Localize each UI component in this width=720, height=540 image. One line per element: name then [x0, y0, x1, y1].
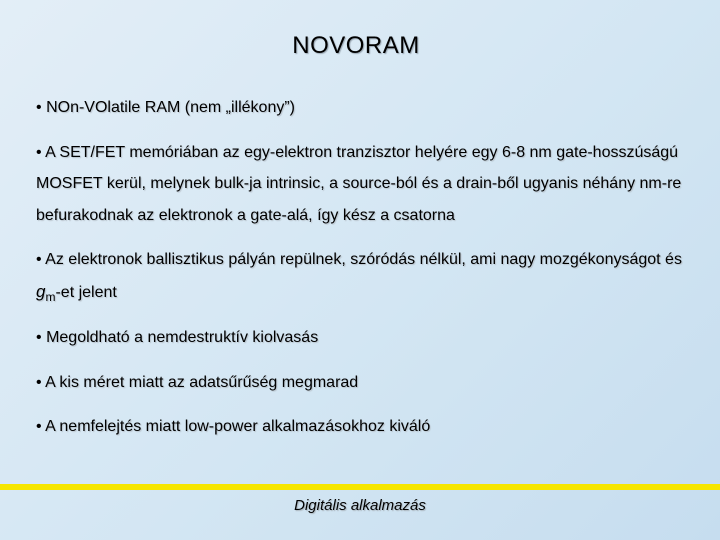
bullet-text-part: Az elektronok ballisztikus pályán repülnek, szóródás nélkül, ami nagy mozgékonyságot és [45, 251, 682, 268]
bullet-text: A nemfelejtés miatt low-power alkalmazásokhoz kiváló [45, 418, 431, 435]
bullet-item [36, 137, 696, 232]
bullet-item [36, 322, 696, 354]
footer-text: Digitális alkalmazás [294, 497, 426, 514]
bullet-symbol: • [36, 373, 42, 391]
bullet-text: A kis méret miatt az adatsűrűség megmarad [45, 373, 359, 391]
bullet-text: A SET/FET memóriában az egy-elektron tranzisztor helyére egy 6-8 nm gate-hosszúságú MOSFET kerül, melynek bulk-ja intrinsic, a source-ból és a drain-ből ugyanis néhány nm-re befurakodnak az elektronok a gate-alá, így kész a csatorna [36, 143, 682, 224]
bullet-list [36, 92, 696, 456]
footer-divider [0, 484, 720, 490]
bullet-item [36, 244, 696, 309]
bullet-text-part: -et jelent [55, 283, 117, 301]
bullet-symbol: • [36, 251, 42, 268]
bullet-item [36, 411, 696, 443]
bullet-symbol: • [36, 329, 42, 346]
slide-title: NOVORAM [292, 32, 420, 59]
bullet-item [36, 367, 696, 399]
gm-variable: g [36, 281, 46, 301]
bullet-text [36, 251, 682, 304]
bullet-symbol: • [36, 143, 42, 161]
gm-subscript: m [45, 289, 56, 304]
bullet-item [36, 92, 696, 124]
bullet-symbol: • [36, 99, 42, 116]
bullet-text: NOn-VOlatile RAM (nem „illékony”) [46, 99, 295, 116]
bullet-text: Megoldható a nemdestruktív kiolvasás [46, 329, 319, 346]
bullet-symbol: • [36, 418, 42, 435]
